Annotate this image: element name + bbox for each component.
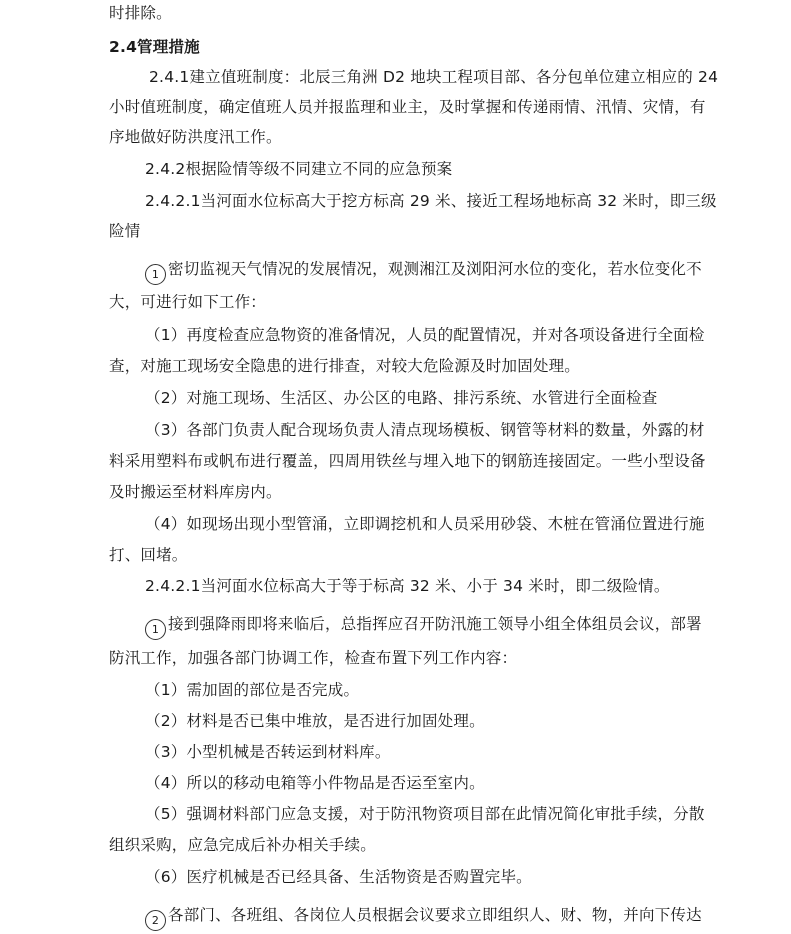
para-line: 打、回堵。 — [109, 546, 188, 564]
list-item: （3）各部门负责人配合现场负责人清点现场模板、钢管等材料的数量，外露的材 — [145, 421, 705, 439]
numbered-item — [145, 614, 702, 640]
list-item: （4）如现场出现小型管涌，立即调挖机和人员采用砂袋、木桩在管涌位置进行施 — [145, 515, 705, 533]
section-heading: 2.4管理措施 — [109, 38, 200, 56]
para-line: 及时搬运至材料库房内。 — [109, 483, 282, 501]
circled-number-icon: 2 — [145, 910, 166, 931]
para-line: 2.4.1建立值班制度：北辰三角洲 D2 地块工程项目部、各分包单位建立相应的 24 — [149, 68, 719, 86]
item-text: 密切监视天气情况的发展情况，观测湘江及浏阳河水位的变化，若水位变化不 — [168, 260, 702, 278]
list-item: （3）小型机械是否转运到材料库。 — [145, 743, 391, 761]
para-line: 料采用塑料布或帆布进行覆盖，四周用铁丝与埋入地下的钢筋连接固定。一些小型设备 — [109, 452, 706, 470]
para-line: 序地做好防洪度汛工作。 — [109, 128, 282, 146]
para-line: 组织采购，应急完成后补办相关手续。 — [109, 836, 376, 854]
para-line: 险情 — [109, 222, 141, 240]
subsection-heading: 2.4.2.1当河面水位标高大于等于标高 32 米、小于 34 米时，即二级险情。 — [145, 577, 670, 595]
list-item: （6）医疗机械是否已经具备、生活物资是否购置完毕。 — [145, 868, 532, 886]
numbered-item — [145, 905, 702, 931]
item-text: 接到强降雨即将来临后，总指挥应召开防汛施工领导小组全体组员会议，部署 — [168, 615, 702, 633]
numbered-item — [145, 259, 702, 285]
para-line: 查，对施工现场安全隐患的进行排查，对较大危险源及时加固处理。 — [109, 357, 581, 375]
list-item: （1）再度检查应急物资的准备情况，人员的配置情况，并对各项设备进行全面检 — [145, 326, 705, 344]
para-line: 小时值班制度，确定值班人员并报监理和业主，及时掌握和传递雨情、汛情、灾情，有 — [109, 98, 706, 116]
para-line: 2.4.2.1当河面水位标高大于挖方标高 29 米、接近工程场地标高 32 米时，即三级 — [145, 192, 717, 210]
para-line: 防汛工作，加强各部门协调工作，检查布置下列工作内容： — [109, 649, 518, 667]
list-item: （4）所以的移动电箱等小件物品是否运至室内。 — [145, 774, 485, 792]
list-item: （1）需加固的部位是否完成。 — [145, 681, 360, 699]
list-item: （5）强调材料部门应急支援，对于防汛物资项目部在此情况简化审批手续，分散 — [145, 805, 705, 823]
circled-number-icon: 1 — [145, 264, 166, 285]
subsection-heading: 2.4.2根据险情等级不同建立不同的应急预案 — [145, 160, 453, 178]
para-line: 时排除。 — [109, 4, 172, 22]
para-line: 大，可进行如下工作： — [109, 293, 267, 311]
circled-number-icon: 1 — [145, 619, 166, 640]
list-item: （2）材料是否已集中堆放，是否进行加固处理。 — [145, 712, 485, 730]
list-item: （2）对施工现场、生活区、办公区的电路、排污系统、水管进行全面检查 — [145, 389, 658, 407]
item-text: 各部门、各班组、各岗位人员根据会议要求立即组织人、财、物，并向下传达 — [168, 906, 702, 924]
